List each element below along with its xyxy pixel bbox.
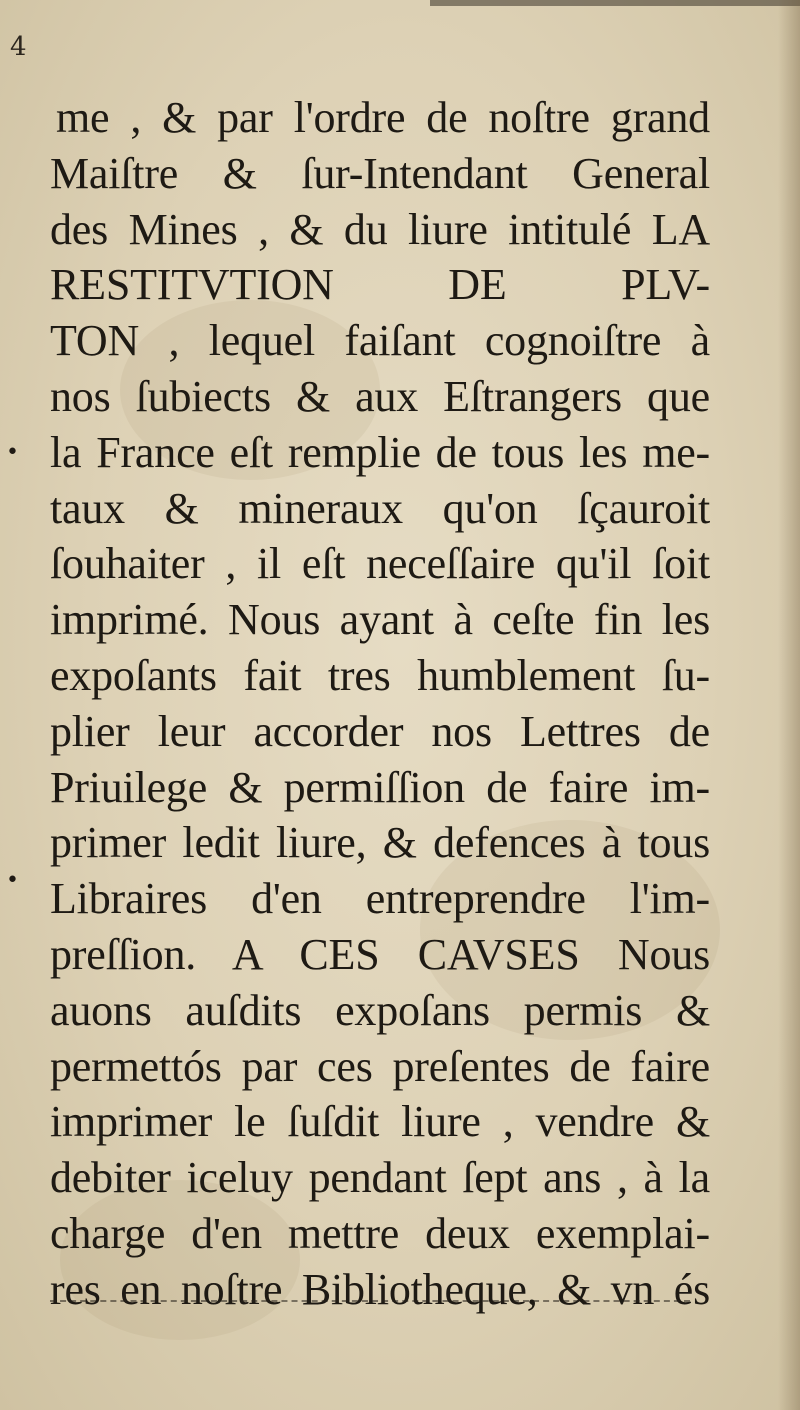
text-line: charge d'en mettre deux exemplai- (50, 1208, 710, 1258)
margin-dot: • (6, 440, 19, 465)
text-line: primer ledit liure, & defences à tous (50, 818, 710, 868)
text-line: auons auſdits expoſans permis & (50, 985, 710, 1035)
page-edge-shadow (778, 0, 800, 1410)
text-line: res en noſtre Bibliotheque, & vn és (50, 1264, 710, 1314)
text-line: nos ſubiects & aux Eſtrangers que (50, 371, 710, 421)
text-line: ſouhaiter , il eſt neceſſaire qu'il ſoit (50, 539, 710, 589)
text-line: imprimer le ſuſdit liure , vendre & (50, 1097, 710, 1147)
bottom-rule (50, 1300, 690, 1302)
top-edge-strip (430, 0, 800, 6)
text-line: preſſion. A CES CAVSES Nous (50, 929, 710, 979)
text-line: Libraires d'en entreprendre l'im- (50, 874, 710, 924)
text-line: RESTITVTION DE PLV- (50, 260, 710, 310)
text-line: plier leur accorder nos Lettres de (50, 706, 710, 756)
text-line: TON , lequel faiſant cognoiſtre à (50, 316, 710, 366)
text-line: imprimé. Nous ayant à ceſte fin les (50, 595, 710, 645)
text-line: Maiſtre & ſur-Intendant General (50, 148, 710, 198)
text-line: me , & par l'ordre de noſtre grand (56, 93, 710, 142)
page-text (50, 90, 710, 1318)
text-line: la France eſt remplie de tous les me- (50, 427, 710, 477)
text-line: taux & mineraux qu'on ſçauroit (50, 483, 710, 533)
corner-mark: 4 (10, 32, 27, 62)
text-line: permettós par ces preſentes de faire (50, 1041, 710, 1091)
text-line: Priuilege & permiſſion de faire im- (50, 762, 710, 812)
text-line: expoſants fait tres humblement ſu- (50, 650, 710, 700)
text-line: debiter iceluy pendant ſept ans , à la (50, 1153, 710, 1203)
margin-dot: • (6, 868, 19, 893)
text-line: des Mines , & du liure intitulé LA (50, 204, 710, 254)
